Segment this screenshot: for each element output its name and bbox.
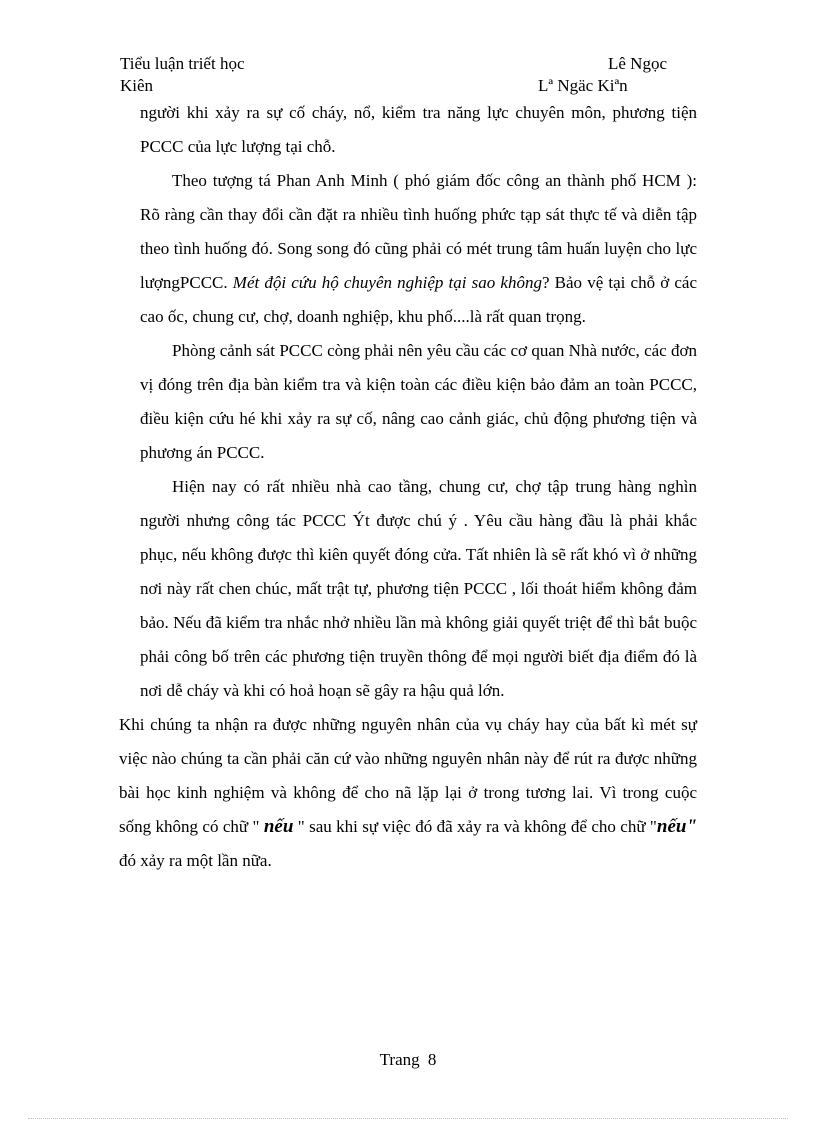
document-body (119, 96, 697, 878)
header-author-name: Lê Ngọc (608, 54, 668, 73)
paragraph-2-text: Theo tượng tá Phan Anh Minh ( phó giám đốc công an thành phố HCM ): Rõ ràng cần thay đổi cần đặt ra nhiều tình huống phức tạp sát thực tế và diễn tập theo tình huống đó. Song song đó cũng phải có mét trung tâm huấn luyện cho lực lượngPCCC. (140, 171, 697, 292)
emphasis-word-2: nếu" (656, 816, 697, 837)
paragraph-4: Hiện nay có rất nhiều nhà cao tầng, chung cư, chợ tập trung hàng nghìn người nhưng công tác PCCC Ýt được chú ý . Yêu cầu hàng đầu là phải khắc phục, nếu không được thì kiên quyết đóng cửa. Tất nhiên là sẽ rất khó vì ở những nơi này rất chen chúc, mất trật tự, phương tiện PCCC , lối thoát hiểm không đảm bảo. Nếu đã kiểm tra nhắc nhở nhiều lần mà không giải quyết triệt để thì bắt buộc phải công bố trên các phương tiện truyền thông để mọi người biết địa điểm đó là nơi dễ cháy và khi có hoả hoạn sẽ gây ra hậu quả lớn. (140, 477, 697, 700)
paragraph-2-italic: Mét đội cứu hộ chuyên nghiệp tại sao không (232, 273, 542, 292)
paragraph-5-tail: đó xảy ra một lần nữa. (119, 851, 272, 870)
paragraph-5-middle: " sau khi sự việc đó đã xảy ra và không để cho chữ " (293, 817, 657, 836)
header-author-name-encoded: Lª Ngäc Kiªn (538, 76, 628, 95)
footer-label: Trang (379, 1050, 420, 1069)
paragraph-1: người khi xảy ra sự cố cháy, nổ, kiểm tra năng lực chuyên môn, phương tiện PCCC của lực lượng tại chỗ. (140, 103, 697, 156)
paragraph-2-tail: ? Bảo vệ tại chỗ ở các cao ốc, chung cư, chợ, doanh nghiệp, khu phố....là rất quan trọng. (140, 273, 697, 326)
header-course-title: Tiểu luận triết học (120, 54, 245, 73)
emphasis-word-1: nếu (263, 816, 294, 837)
page-bottom-divider (28, 1118, 788, 1119)
paragraph-5 (119, 708, 697, 878)
paragraph-3: Phòng cảnh sát PCCC còng phải nên yêu cầu các cơ quan Nhà nước, các đơn vị đóng trên địa bàn kiểm tra và kiện toàn các điều kiện bảo đảm an toàn PCCC, điều kiện cứu hé khi xảy ra sự cố, nâng cao cảnh giác, chủ động phương tiện và phương án PCCC. (140, 341, 697, 462)
page-number: 8 (427, 1050, 437, 1069)
paragraph-2 (140, 164, 697, 334)
page-footer (0, 1050, 816, 1070)
header-author-continuation: Kiên (120, 76, 154, 95)
paragraph-5-text: Khi chúng ta nhận ra được những nguyên nhân của vụ cháy hay của bất kì mét sự việc nào chúng ta cần phải căn cứ vào những nguyên nhân này để rút ra được những bài học kinh nghiệm và không để cho nã lặp lại ở trong tương lai. Vì trong cuộc sống không có chữ " (119, 715, 697, 836)
